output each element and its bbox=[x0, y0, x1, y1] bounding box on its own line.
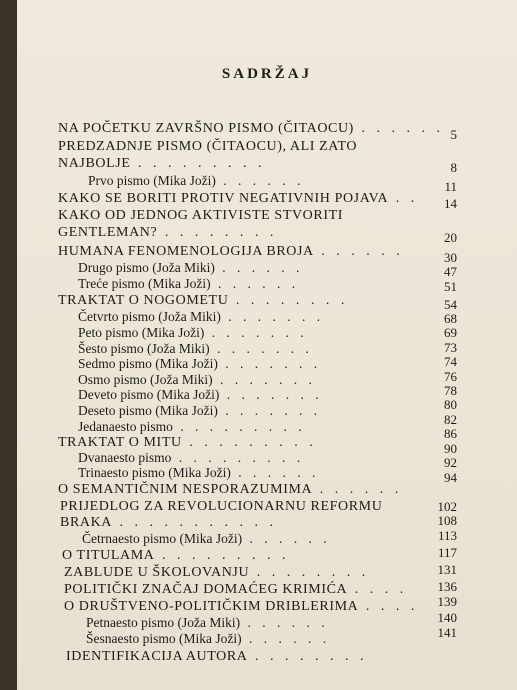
toc-dot-leader: . . . . . . . . . . . bbox=[112, 515, 278, 530]
toc-page-number: 68 bbox=[444, 311, 457, 326]
toc-entry-title: Dvanaesto pismo bbox=[78, 450, 172, 465]
toc-page-number: 14 bbox=[444, 196, 457, 211]
toc-dot-leader: . . . . . . . . bbox=[157, 225, 278, 240]
toc-entry-title: O TITULAMA bbox=[62, 548, 155, 563]
toc-entry bbox=[58, 225, 277, 241]
toc-dot-leader: . . . . . . bbox=[241, 631, 331, 646]
toc-page-number: 140 bbox=[437, 610, 457, 625]
toc-page-number: 74 bbox=[444, 354, 457, 369]
toc-entry-title: Osmo pismo (Joža Miki) bbox=[78, 372, 213, 387]
toc-page-number: 102 bbox=[437, 499, 457, 514]
toc-dot-leader: . . . . . . . . bbox=[249, 565, 370, 580]
toc-page-number: 117 bbox=[437, 545, 457, 560]
toc-entry bbox=[58, 156, 265, 172]
toc-entry bbox=[66, 649, 368, 665]
toc-entry-title: TRAKTAT O NOGOMETU bbox=[58, 293, 229, 308]
toc-entry-title: Jedanaesto pismo bbox=[78, 419, 173, 434]
toc-entry bbox=[58, 208, 343, 224]
toc-entry bbox=[78, 419, 306, 435]
toc-entry bbox=[58, 482, 402, 498]
toc-entry-title: Prvo pismo (Mika Joži) bbox=[88, 173, 216, 188]
toc-entry-title: TRAKTAT O MITU bbox=[58, 435, 182, 450]
contents-title: SADRŽAJ bbox=[221, 66, 313, 82]
toc-entry bbox=[78, 465, 319, 481]
toc-entry-title: HUMANA FENOMENOLOGIJA BROJA bbox=[58, 244, 314, 259]
toc-entry-title: Drugo pismo (Joža Miki) bbox=[78, 260, 215, 275]
toc-page-number: 20 bbox=[444, 230, 457, 245]
book-page bbox=[17, 0, 517, 690]
toc-entry-title: Šesto pismo (Joža Miki) bbox=[78, 341, 210, 356]
toc-dot-leader: . . . . . . . bbox=[217, 356, 322, 371]
toc-page-number: 108 bbox=[437, 513, 457, 528]
toc-page-number: 141 bbox=[437, 625, 457, 640]
toc-page-number: 51 bbox=[444, 279, 457, 294]
toc-dot-leader: . . . . . . bbox=[312, 482, 403, 497]
toc-page-number: 78 bbox=[444, 383, 457, 398]
toc-dot-leader: . . . . . . . . . bbox=[130, 156, 266, 171]
toc-entry bbox=[78, 372, 316, 388]
toc-entry bbox=[58, 435, 317, 451]
toc-dot-leader: . . . . . . . . . bbox=[171, 450, 305, 465]
toc-entry bbox=[78, 403, 321, 419]
toc-entry bbox=[82, 531, 331, 547]
toc-entry-title: O SEMANTIČNIM NESPORAZUMIMA bbox=[58, 482, 313, 497]
toc-page-number: 47 bbox=[444, 264, 457, 279]
toc-page-number: 86 bbox=[444, 426, 457, 441]
toc-dot-leader: . . . . . . . . . bbox=[154, 548, 290, 563]
toc-dot-leader: . . . . . . . . bbox=[247, 649, 368, 664]
toc-dot-leader: . . . . . . bbox=[210, 276, 300, 291]
toc-entry-title: Deseto pismo (Mika Joži) bbox=[78, 403, 218, 418]
toc-entry-title: Petnaesto pismo (Joža Miki) bbox=[86, 615, 241, 630]
toc-dot-leader: . . . . bbox=[347, 582, 408, 597]
toc-page-number: 80 bbox=[444, 397, 457, 412]
toc-entry-title: KAKO OD JEDNOG AKTIVISTE STVORITI bbox=[58, 208, 343, 223]
toc-dot-leader: . . . . . . . . . bbox=[172, 419, 306, 434]
toc-page-number: 69 bbox=[444, 325, 457, 340]
toc-entry bbox=[64, 599, 418, 615]
toc-dot-leader: . . . . . . . bbox=[220, 309, 325, 324]
toc-page-number: 136 bbox=[437, 579, 457, 594]
toc-entry-title: Treće pismo (Mika Joži) bbox=[78, 276, 211, 291]
toc-entry bbox=[78, 260, 303, 276]
toc-entry-title: O DRUŠTVENO-POLITIČKIM DRIBLERIMA bbox=[64, 599, 359, 614]
toc-dot-leader: . . . . . . . bbox=[204, 325, 308, 340]
toc-entry bbox=[58, 244, 404, 260]
toc-page-number: 54 bbox=[444, 297, 457, 312]
toc-dot-leader: . . . . . . . . . bbox=[181, 435, 317, 450]
toc-entry-title: PRIJEDLOG ZA REVOLUCIONARNU REFORMU bbox=[60, 499, 383, 514]
toc-page-number: 73 bbox=[444, 340, 457, 355]
toc-dot-leader: . . . . . . bbox=[215, 173, 305, 188]
toc-entry bbox=[78, 387, 323, 403]
toc-dot-leader: . . . . . . bbox=[313, 244, 404, 259]
toc-entry bbox=[78, 450, 304, 466]
toc-entry-title: NA POČETKU ZAVRŠNO PISMO (ČITAOCU) bbox=[58, 121, 354, 136]
toc-entry-title: BRAKA bbox=[60, 515, 113, 530]
toc-page-number: 90 bbox=[444, 441, 457, 456]
toc-page-number: 131 bbox=[437, 562, 457, 577]
toc-entry-title: Deveto pismo (Mika Joži) bbox=[78, 387, 220, 402]
toc-page-number: 30 bbox=[444, 250, 457, 265]
toc-entry bbox=[62, 548, 289, 564]
toc-entry bbox=[78, 356, 321, 372]
toc-dot-leader: . . . . . . . bbox=[212, 372, 316, 387]
toc-dot-leader: . . . . . . . bbox=[209, 341, 313, 356]
toc-dot-leader: . . . . . . . . bbox=[228, 293, 349, 308]
toc-entry bbox=[78, 325, 308, 341]
toc-page-number: 82 bbox=[444, 412, 457, 427]
toc-entry bbox=[78, 341, 313, 357]
toc-entry bbox=[58, 121, 444, 137]
toc-entry bbox=[86, 615, 329, 631]
toc-entry-title: Peto pismo (Mika Joži) bbox=[78, 325, 205, 340]
toc-entry-title: IDENTIFIKACIJA AUTORA bbox=[66, 649, 248, 664]
toc-entry bbox=[64, 565, 369, 581]
toc-entry bbox=[78, 276, 299, 292]
toc-dot-leader: . . . . bbox=[358, 599, 419, 614]
toc-entry-title: Šesnaesto pismo (Mika Joži) bbox=[86, 631, 242, 646]
toc-dot-leader: . . bbox=[388, 191, 419, 206]
toc-entry bbox=[58, 191, 418, 207]
toc-entry-title: ZABLUDE U ŠKOLOVANJU bbox=[64, 565, 250, 580]
toc-page-number: 92 bbox=[444, 455, 457, 470]
toc-entry-title: PREDZADNJE PISMO (ČITAOCU), ALI ZATO bbox=[58, 139, 358, 154]
toc-entry bbox=[60, 499, 382, 515]
toc-entry bbox=[58, 293, 348, 309]
toc-entry bbox=[58, 139, 357, 155]
toc-entry bbox=[64, 582, 407, 598]
toc-page-number: 76 bbox=[444, 369, 457, 384]
toc-dot-leader: . . . . . . bbox=[242, 531, 331, 546]
toc-page-number: 8 bbox=[450, 160, 457, 175]
toc-entry-title: Trinaesto pismo (Mika Joži) bbox=[78, 465, 231, 480]
toc-dot-leader: . . . . . . bbox=[240, 615, 329, 630]
toc-entry bbox=[88, 173, 304, 189]
toc-entry bbox=[86, 631, 330, 647]
toc-dot-leader: . . . . . . bbox=[230, 465, 320, 480]
toc-page-number: 113 bbox=[437, 528, 457, 543]
toc-entry-title: POLITIČKI ZNAČAJ DOMAĆEG KRIMIĆA bbox=[64, 582, 348, 597]
toc-entry bbox=[60, 515, 277, 531]
toc-entry-title: Četrnaesto pismo (Mika Joži) bbox=[82, 531, 243, 546]
toc-page-number: 139 bbox=[437, 594, 457, 609]
toc-dot-leader: . . . . . . . bbox=[217, 403, 322, 418]
toc-dot-leader: . . . . . . bbox=[214, 260, 304, 275]
toc-entry-title: KAKO SE BORITI PROTIV NEGATIVNIH POJAVA bbox=[58, 191, 389, 206]
toc-entry-title: Četvrto pismo (Joža Miki) bbox=[78, 309, 221, 324]
toc-page-number: 11 bbox=[444, 179, 457, 194]
table-of-contents bbox=[17, 0, 517, 690]
toc-dot-leader: . . . . . . . bbox=[219, 387, 323, 402]
toc-entry bbox=[78, 309, 324, 325]
toc-entry-title: NAJBOLJE bbox=[58, 156, 131, 171]
toc-page-number: 94 bbox=[444, 470, 457, 485]
toc-page-number: 5 bbox=[450, 127, 457, 142]
toc-entry-title: GENTLEMAN? bbox=[58, 225, 158, 240]
toc-entry-title: Sedmo pismo (Mika Joži) bbox=[78, 356, 218, 371]
toc-dot-leader: . . . . . . bbox=[353, 121, 444, 136]
